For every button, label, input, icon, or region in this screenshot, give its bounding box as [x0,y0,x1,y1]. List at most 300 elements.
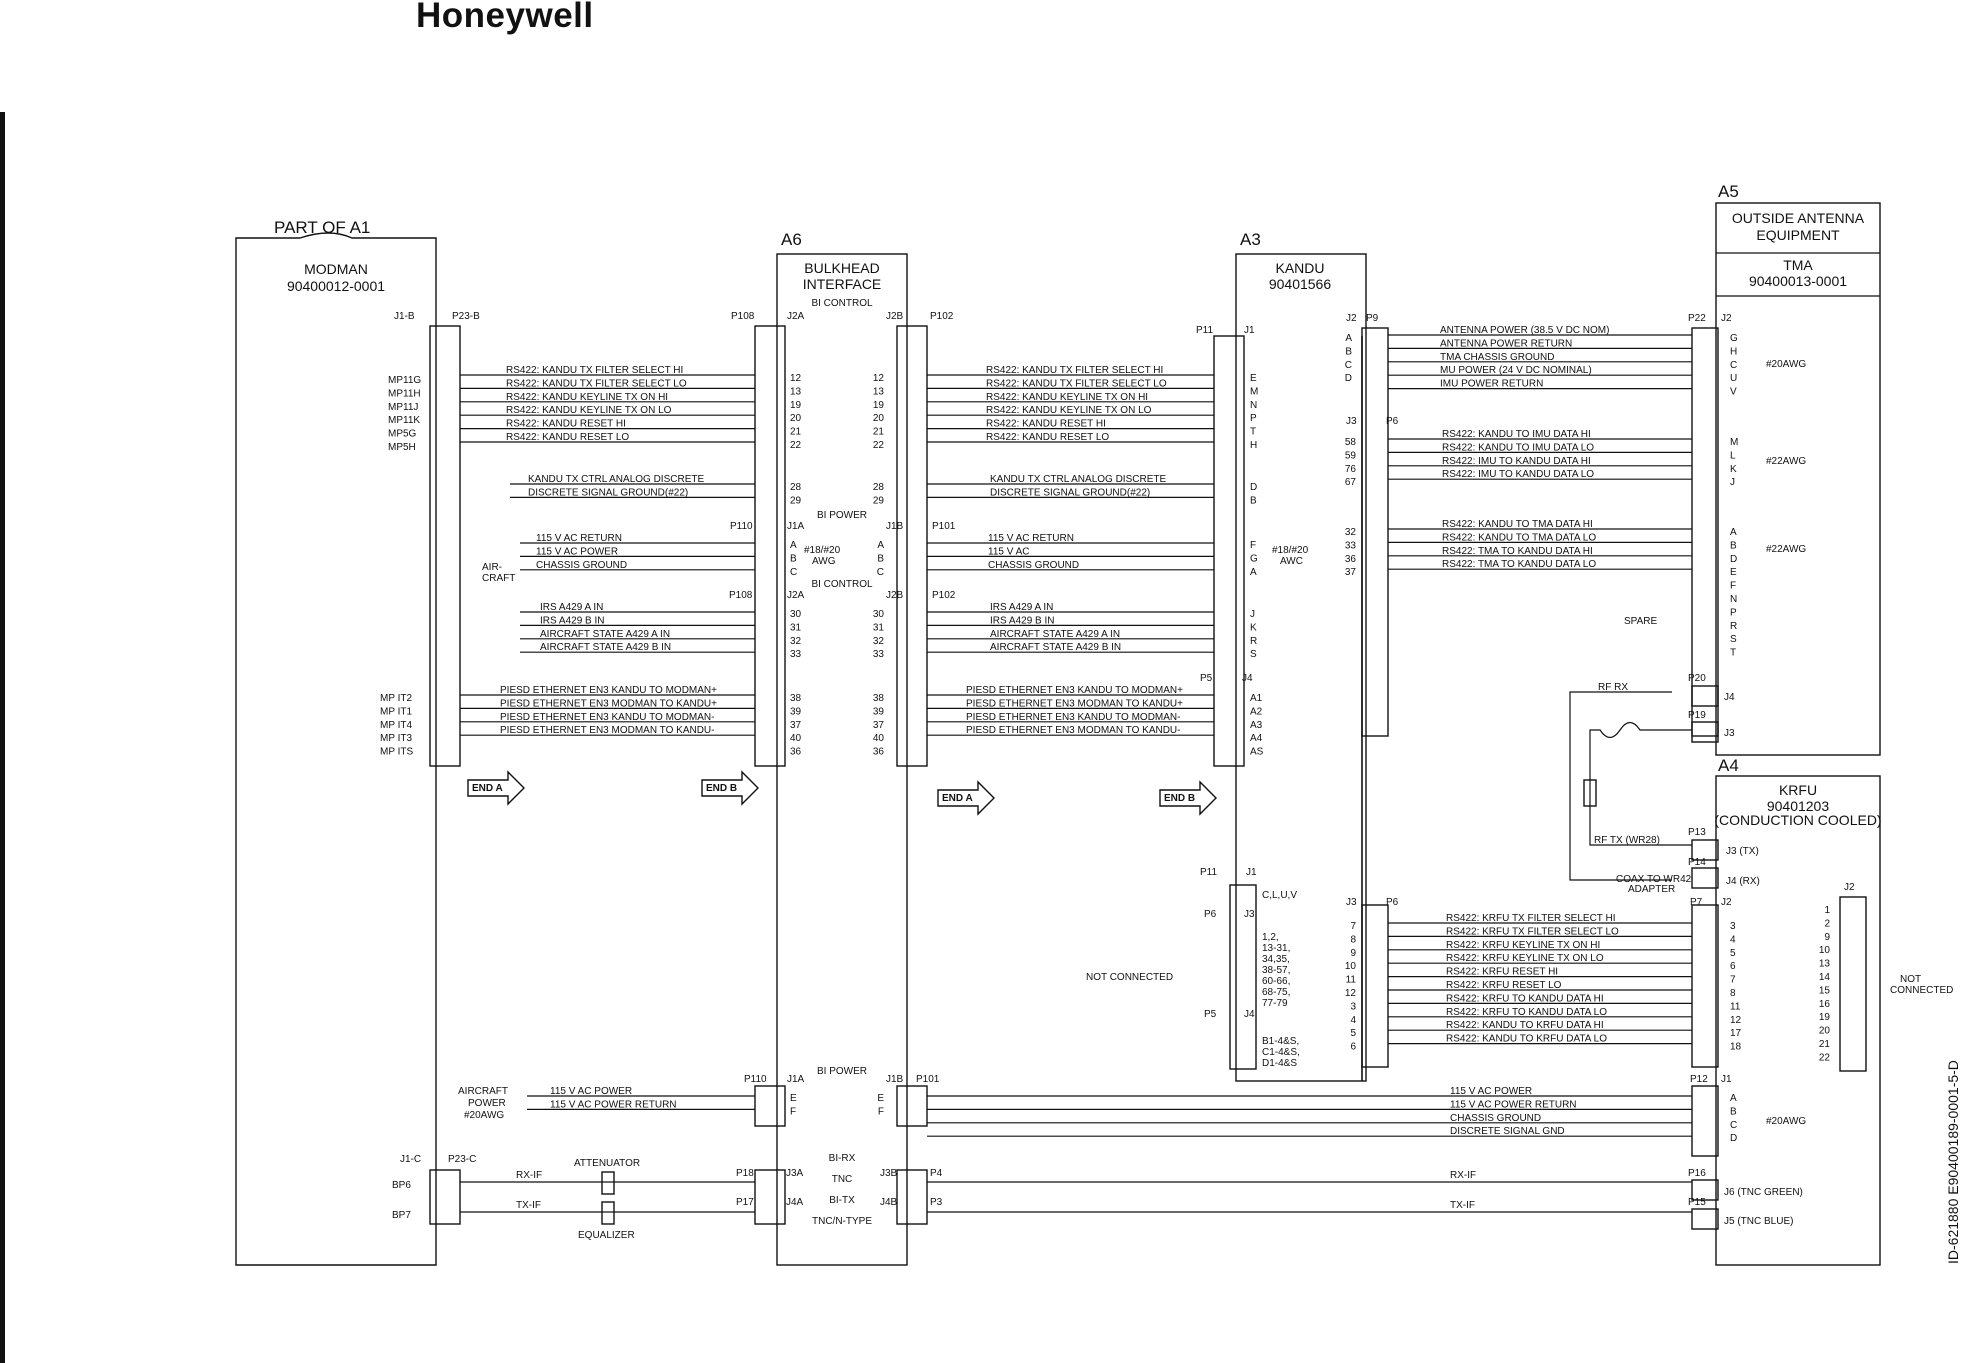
kandu-pwr-pin: F [1250,540,1257,551]
conn-p3: P3 [930,1197,943,1208]
conn-j1: J1 [1244,325,1255,336]
krfu-j2-pin: 12 [1730,1014,1742,1026]
conn-p20: P20 [1688,673,1706,684]
bi-ac-pin-r: E [877,1093,884,1104]
label-tx-if: TX-IF [516,1200,541,1211]
label-bp6: BP6 [392,1180,411,1191]
a3-name: KANDU [1275,260,1325,276]
bi-eth-pin: 40 [790,733,802,745]
conn-p11: P11 [1196,325,1214,336]
j2-ant-pin: C [1344,359,1352,371]
a6-sub-bi-rx: BI-RX [828,1153,856,1164]
conn-p22: P22 [1688,313,1706,324]
bi-pin: 13 [790,386,802,398]
tma-ant-pin: U [1730,373,1738,385]
conn-p5: P5 [1200,673,1213,684]
conn-j4a: J4A [786,1197,804,1208]
a6-sub-tnc: TNC [831,1174,853,1185]
krfu-j2-pin: 17 [1730,1028,1742,1040]
rs422-a-left-label: RS422: KANDU TX FILTER SELECT LO [506,378,687,390]
tma-ant-pin: C [1730,359,1738,371]
conn-j3d: J3 [1346,897,1357,908]
conn-j1d: J1 [1721,1074,1732,1085]
bi-irs-pin-r: 30 [872,609,884,620]
conn-j3c: J3 [1244,909,1255,920]
conn-j2: J2 [1346,313,1357,324]
krfu-label: RS422: KRFU KEYLINE TX ON LO [1446,953,1604,965]
modman-pin: MP11H [388,388,421,400]
connector-strips [430,326,1866,1229]
krfu-nc-pin: 22 [1818,1052,1830,1064]
a6-sub-bi-power-2: BI POWER [816,1066,868,1077]
conn-p23b: P23-B [452,311,480,322]
bi-eth-pin-r: 36 [872,746,884,758]
conn-j2r: J2 [1721,313,1732,324]
krfu-j2-pin: 6 [1730,961,1736,973]
label-awg1820b: #18/#20 [1272,545,1309,556]
conn-j4r: J4 [1724,692,1735,703]
bi-pin-r: 20 [872,413,884,425]
pwr-right-label: CHASSIS GROUND [988,559,1080,571]
krfu-j2-pin: 8 [1730,988,1736,999]
conn-j1a: J1A [787,521,805,532]
ac-right-label: DISCRETE SIGNAL GND [1450,1126,1565,1138]
pwr-right-label: 115 V AC [988,546,1030,558]
conn-p9: P9 [1366,313,1379,324]
ant-label: MU POWER (24 V DC NOMINAL) [1440,365,1592,377]
conn-j1cc: J1-C [400,1154,422,1165]
bi-pin-r: 12 [872,373,884,384]
conn-j1b3: J1B [886,1074,904,1085]
krfu-j2-pin: 3 [1730,921,1736,932]
bi-eth-pin: 36 [790,746,802,758]
j2-ant-pin: B [1345,346,1352,358]
irs-right-label: AIRCRAFT STATE A429 B IN [990,642,1122,654]
modman-pin: MP11K [388,415,421,427]
a6-name-1: BULKHEAD [804,260,880,276]
bi-pin-r: 19 [872,399,884,411]
disc-left-label: KANDU TX CTRL ANALOG DISCRETE [528,474,705,485]
conn-j2d: J2 [1721,897,1732,908]
krfu-nc-pin: 10 [1818,945,1830,957]
bi-pwr-pin: C [790,566,798,578]
label-awg: AWG [812,556,836,567]
bi-pin: 22 [790,440,802,451]
bi-irs-pin: 33 [790,649,802,661]
bi-pin: 21 [790,426,802,438]
krfu-nc-pin: 19 [1818,1012,1830,1024]
kandu-pwr-pin: A [1250,566,1257,578]
tma-ant-pin: G [1730,333,1738,344]
a6-sub-bi-power: BI POWER [816,510,868,521]
ac-right-label: 115 V AC POWER RETURN [1450,1099,1577,1111]
tma-tma-pin: T [1730,647,1737,659]
a1-name: MODMAN [304,261,368,277]
conn-j2b: J2B [886,311,904,322]
label-awg22a: #22AWG [1766,456,1807,467]
kandu-irs-pin: J [1250,609,1255,620]
label-not-connected: NOT CONNECTED [1086,972,1174,983]
conn-p101: P101 [932,521,956,532]
tma-tma-pin: A [1730,527,1737,538]
bi-eth-pin-r: 37 [872,719,884,731]
j2-ant-pin: D [1344,373,1352,385]
nc-j3-label: 77-79 [1262,998,1288,1009]
rs422-a-right-label: RS422: KANDU RESET HI [986,418,1106,430]
label-rx-if: RX-IF [516,1170,543,1181]
conn-j1b: J1-B [394,311,415,322]
a5-tag: A5 [1718,182,1739,201]
rs422-a-left-label: RS422: KANDU KEYLINE TX ON LO [506,405,672,417]
conn-j2a: J2A [787,311,805,322]
pwr-left-label: CHASSIS GROUND [536,559,628,571]
conn-p15: P15 [1688,1197,1706,1208]
bi-pwr-pin-r: B [877,553,884,565]
krfu-label: RS422: KRFU RESET LO [1446,980,1562,991]
label-bp7: BP7 [392,1210,411,1221]
tma-label: RS422: KANDU TO TMA DATA HI [1442,519,1593,530]
tma-tma-pin: S [1730,634,1737,646]
krfu-nc-pin: 1 [1824,905,1830,916]
j3-krfu-pin: 6 [1350,1041,1356,1053]
bi-ac-pin: F [790,1106,797,1118]
krfu-nc-pin: 16 [1818,998,1830,1010]
conn-j6: J6 (TNC GREEN) [1724,1187,1803,1198]
disc-left-label: DISCRETE SIGNAL GROUND(#22) [528,487,689,499]
bi-eth-pin-r: 39 [872,706,884,718]
pwr-right-label: 115 V AC RETURN [988,533,1074,544]
imu-label: RS422: IMU TO KANDU DATA LO [1442,469,1595,481]
j3-tma-pin: 37 [1344,567,1356,579]
kandu-irs-pin: R [1250,635,1258,647]
j3-krfu-pin: 8 [1350,934,1356,946]
label-rf-tx: RF TX (WR28) [1594,835,1660,846]
bi-eth-pin: 37 [790,719,802,731]
krfu-label: RS422: KRFU TO KANDU DATA HI [1446,993,1604,1005]
kandu-eth-pin: A4 [1250,733,1263,745]
modman-eth-pin: MP IT4 [380,719,413,731]
bi-eth-pin: 38 [790,693,802,704]
krfu-j2-pin: 7 [1730,974,1736,986]
conn-p102b: P102 [932,590,956,601]
tma-tma-pin: E [1730,567,1737,579]
ant-label: ANTENNA POWER (38.5 V DC NOM) [1440,325,1610,336]
krfu-label: RS422: KRFU RESET HI [1446,966,1559,978]
bi-pin: 12 [790,373,802,384]
kandu-irs-pin: S [1250,649,1257,661]
j2-ant-pin: A [1345,333,1352,344]
tma-imu-pin: M [1730,437,1739,448]
conn-p102: P102 [930,311,954,322]
label-awg1820: #18/#20 [804,545,841,556]
tma-imu-pin: J [1730,477,1735,489]
conn-p23c: P23-C [448,1154,477,1165]
conn-j1c: J1 [1246,867,1257,878]
krfu-label: RS422: KRFU TO KANDU DATA LO [1446,1006,1607,1018]
krfu-nc-pin: 14 [1818,972,1830,983]
eth-left-label: PIESD ETHERNET EN3 MODMAN TO KANDU+ [500,698,717,710]
bi-irs-pin-r: 33 [872,649,884,661]
imu-label: RS422: KANDU TO IMU DATA LO [1442,442,1595,454]
j3-krfu-pin: 7 [1350,921,1356,932]
j3-krfu-pin: 4 [1350,1014,1356,1026]
a4-note: (CONDUCTION COOLED) [1714,812,1882,828]
label-aircraft-1: AIR- [482,562,502,573]
tma-label: RS422: TMA TO KANDU DATA HI [1442,545,1593,557]
j3-imu-pin: 58 [1344,437,1356,448]
label-attenuator: ATTENUATOR [574,1158,641,1169]
krfu-label: RS422: KRFU KEYLINE TX ON HI [1446,939,1601,951]
krfu-label: RS422: KRFU TX FILTER SELECT LO [1446,926,1619,938]
tma-tma-pin: F [1730,580,1737,592]
kandu-disc-pin: D [1250,482,1258,493]
conn-p6: P6 [1386,416,1399,427]
bi-pin-r: 13 [872,386,884,398]
label-tx-if2: TX-IF [1450,1200,1475,1211]
krfu-j2-pin: 11 [1730,1001,1741,1013]
tma-imu-pin: L [1730,450,1736,462]
kandu-rs-pin: T [1250,426,1257,438]
irs-right-label: IRS A429 B IN [990,615,1055,627]
nc-j3-label: 13-31, [1262,943,1291,954]
krfu-nc-pin: 15 [1818,985,1830,997]
conn-j1a2: J1A [787,1074,805,1085]
nc-j3-label: 34,35, [1262,954,1290,965]
j3-krfu-pin: 10 [1344,961,1356,973]
kandu-disc-pin: B [1250,495,1257,507]
conn-p110: P110 [730,521,753,532]
bi-pwr-pin: A [790,540,797,551]
kandu-eth-pin: AS [1250,746,1264,758]
bi-disc-pin-r: 29 [872,495,884,507]
eth-right-label: PIESD ETHERNET EN3 KANDU TO MODMAN- [966,711,1181,723]
krfu-label: RS422: KRFU TX FILTER SELECT HI [1446,913,1616,924]
label-end-b: END B [706,783,738,794]
bi-disc-pin: 28 [790,482,802,493]
ant-label: ANTENNA POWER RETURN [1440,338,1573,350]
krfu-pwr-pin: C [1730,1119,1738,1131]
modman-eth-pin: MP IT1 [380,706,413,718]
krfu-nc-pin: 13 [1818,958,1830,970]
bi-irs-pin: 32 [790,635,802,647]
conn-p12: P12 [1690,1074,1708,1085]
label-rf-rx: RF RX [1598,682,1628,693]
imu-label: RS422: KANDU TO IMU DATA HI [1442,429,1591,440]
kandu-irs-pin: K [1250,622,1257,634]
label-aircraft-2: CRAFT [482,573,516,584]
label-acpwr-3: #20AWG [464,1110,505,1121]
tma-label: RS422: TMA TO KANDU DATA LO [1442,559,1597,571]
modman-pin: MP5H [388,442,416,453]
a6-sub-bi-control: BI CONTROL [811,298,873,309]
bi-irs-pin: 30 [790,609,802,620]
bi-pwr-pin: B [790,553,797,565]
ac-left-label: 115 V AC POWER [550,1086,633,1097]
tma-tma-pin: P [1730,607,1737,619]
conn-j2a2: J2A [787,590,805,601]
bi-disc-pin-r: 28 [872,482,884,493]
conn-p110b: P110 [744,1074,767,1085]
conn-p16: P16 [1688,1168,1706,1179]
kandu-eth-pin: A2 [1250,706,1263,718]
bi-irs-pin: 31 [790,622,802,634]
rs422-a-left-label: RS422: KANDU RESET LO [506,432,630,443]
label-equalizer: EQUALIZER [578,1230,635,1241]
conn-j5: J5 (TNC BLUE) [1724,1216,1794,1227]
krfu-label: RS422: KANDU TO KRFU DATA HI [1446,1020,1604,1032]
nc-j3-label: 1,2, [1262,932,1279,943]
bi-pin: 19 [790,399,802,411]
imu-label: RS422: IMU TO KANDU DATA HI [1442,455,1591,467]
disc-right-label: DISCRETE SIGNAL GROUND(#22) [990,487,1151,499]
tma-tma-pin: D [1730,553,1738,565]
a4-tag: A4 [1718,756,1739,775]
kandu-eth-pin: A3 [1250,719,1263,731]
j3-krfu-pin: 3 [1350,1001,1356,1013]
label-awc: AWC [1280,556,1303,567]
label-coax-1: COAX TO WR42 [1616,874,1692,885]
irs-right-label: AIRCRAFT STATE A429 A IN [990,628,1121,640]
label-nc2-1: NOT [1900,974,1922,985]
label-end-a-2: END A [942,793,973,804]
bi-pwr-pin-r: A [877,540,884,551]
j3-krfu-pin: 9 [1350,947,1356,959]
conn-p6b: P6 [1204,909,1217,920]
krfu-nc-pin: 20 [1818,1025,1830,1037]
rs422-a-right-label: RS422: KANDU KEYLINE TX ON HI [986,391,1149,403]
label-acpwr-1: AIRCRAFT [458,1086,508,1097]
kandu-rs-pin: N [1250,399,1258,411]
label-awg20: #20AWG [1766,359,1807,370]
j3-tma-pin: 33 [1344,540,1356,552]
nc-j3-label: 38-57, [1262,965,1291,976]
ant-label: TMA CHASSIS GROUND [1440,351,1555,363]
kandu-pwr-pin: G [1250,553,1258,565]
krfu-nc-pin: 9 [1824,931,1830,943]
kandu-rs-pin: P [1250,413,1257,425]
label-coax-2: ADAPTER [1628,884,1676,895]
tma-ant-pin: V [1730,386,1737,398]
j3-krfu-pin: 12 [1344,988,1356,999]
bi-eth-pin-r: 40 [872,733,884,745]
conn-j2e: J2 [1844,882,1855,893]
conn-j4rx: J4 (RX) [1726,876,1760,887]
tma-tma-pin: B [1730,540,1737,552]
tma-tma-pin: R [1730,620,1738,632]
label-acpwr-2: POWER [468,1098,506,1109]
drawing-id: ID-621880 E90400189-0001-5-D [1945,1060,1961,1264]
modman-eth-pin: MP IT2 [380,693,413,704]
bi-ac-pin-r: F [877,1106,884,1118]
modman-pin: MP5G [388,428,417,440]
eth-left-label: PIESD ETHERNET EN3 MODMAN TO KANDU- [500,725,715,737]
j3-imu-pin: 76 [1344,463,1356,475]
kandu-rs-pin: H [1250,440,1258,451]
rs422-a-right-label: RS422: KANDU RESET LO [986,432,1110,443]
nc-j4-label: B1-4&S, [1262,1036,1300,1047]
a6-name-2: INTERFACE [802,276,882,292]
krfu-pwr-pin: A [1730,1093,1737,1104]
conn-j3r: J3 [1724,728,1735,739]
bi-irs-pin-r: 31 [872,622,884,634]
a4-part: 90401203 [1766,798,1830,814]
irs-left-label: AIRCRAFT STATE A429 B IN [540,642,672,654]
rs422-a-left-label: RS422: KANDU TX FILTER SELECT HI [506,365,684,376]
conn-p108b: P108 [729,590,753,601]
a6-tag: A6 [781,230,802,249]
irs-left-label: IRS A429 B IN [540,615,605,627]
conn-p19: P19 [1688,710,1706,721]
ac-right-label: CHASSIS GROUND [1450,1112,1542,1124]
dynamic-content [380,325,1830,1144]
a5-name-2: EQUIPMENT [1756,227,1840,243]
modman-pin: MP11G [388,375,422,386]
rs422-a-right-label: RS422: KANDU TX FILTER SELECT LO [986,378,1167,390]
modman-eth-pin: MP ITS [380,746,414,758]
j3-krfu-pin: 11 [1345,974,1356,986]
modman-pin: MP11J [388,401,419,413]
eth-right-label: PIESD ETHERNET EN3 MODMAN TO KANDU- [966,725,1181,737]
tma-label: RS422: KANDU TO TMA DATA LO [1442,532,1597,544]
a3-part: 90401566 [1268,276,1332,292]
a5-sub-2: 90400013-0001 [1748,273,1848,289]
conn-j3: J3 [1346,416,1357,427]
conn-j4c: J4 [1244,1009,1255,1020]
a6-sub-bi-tx: BI-TX [829,1195,855,1206]
bi-pin-r: 21 [872,426,884,438]
conn-p6c: P6 [1386,897,1399,908]
bi-eth-pin-r: 38 [872,693,884,704]
ac-left-label: 115 V AC POWER RETURN [550,1099,677,1111]
j3-imu-pin: 67 [1344,477,1356,489]
conn-j4b: J4B [880,1197,898,1208]
conn-p108: P108 [731,311,755,322]
tma-imu-pin: K [1730,463,1737,475]
conn-j3b: J3B [880,1168,898,1179]
conn-p11b: P11 [1200,867,1218,878]
disc-right-label: KANDU TX CTRL ANALOG DISCRETE [990,474,1167,485]
eth-right-label: PIESD ETHERNET EN3 MODMAN TO KANDU+ [966,698,1183,710]
a4-name: KRFU [1778,782,1818,798]
label-nc2-2: CONNECTED [1890,985,1954,996]
krfu-nc-pin: 21 [1818,1039,1830,1050]
a6-sub-tnc-n: TNC/N-TYPE [812,1216,872,1227]
kandu-rs-pin: E [1250,373,1257,384]
a5-sub-1: TMA [1783,257,1813,273]
bi-pwr-pin-r: C [876,566,884,578]
krfu-j2-pin: 4 [1730,934,1736,946]
label-end-a: END A [472,783,503,794]
honeywell-logo: Honeywell [416,0,594,35]
conn-p7: P7 [1690,897,1703,908]
label-rx-if2: RX-IF [1450,1170,1477,1181]
conn-p4: P4 [930,1168,943,1179]
ac-right-label: 115 V AC POWER [1450,1086,1533,1097]
a5-name-1: OUTSIDE ANTENNA [1731,210,1865,226]
rs422-a-right-label: RS422: KANDU KEYLINE TX ON LO [986,405,1152,417]
label-awg20b: #20AWG [1766,1116,1807,1127]
j3-tma-pin: 32 [1344,527,1356,538]
rs422-a-left-label: RS422: KANDU RESET HI [506,418,626,430]
nc-j4-label: C1-4&S, [1262,1047,1300,1058]
label-nc-j1: C,L,U,V [1262,890,1298,901]
a3-tag: A3 [1240,230,1261,249]
nc-j4-label: D1-4&S [1262,1058,1298,1069]
bi-irs-pin-r: 32 [872,635,884,647]
krfu-j2-pin: 5 [1730,947,1736,959]
conn-p5b: P5 [1204,1009,1217,1020]
conn-j1b2: J1B [886,521,904,532]
